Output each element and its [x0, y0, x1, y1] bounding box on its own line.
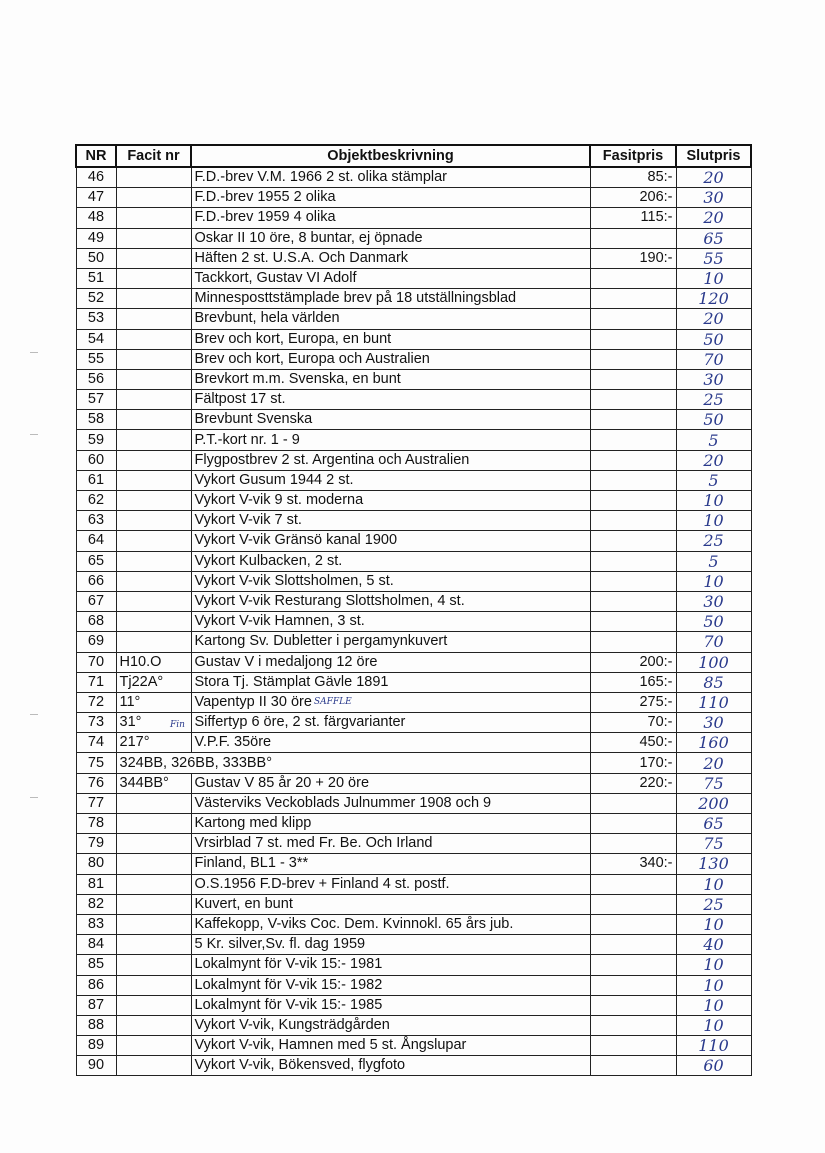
description-cell: Brev och kort, Europa och Australien	[191, 349, 590, 369]
description-cell: Lokalmynt för V-vik 15:- 1985	[191, 995, 590, 1015]
final-price-cell: 75	[676, 834, 751, 854]
table-row	[76, 591, 751, 611]
table-row	[76, 1036, 751, 1056]
description-cell: 5 Kr. silver,Sv. fl. dag 1959	[191, 935, 590, 955]
lot-number-cell: 48	[76, 208, 116, 228]
catalog-price-cell	[590, 531, 676, 551]
table-row	[76, 470, 751, 490]
lot-number-cell: 49	[76, 228, 116, 248]
final-price-cell: 5	[676, 430, 751, 450]
final-price-cell: 10	[676, 571, 751, 591]
catalog-price-cell: 115:-	[590, 208, 676, 228]
catalog-price-cell	[590, 1056, 676, 1076]
table-row	[76, 692, 751, 712]
description-cell: Västerviks Veckoblads Julnummer 1908 och 9	[191, 793, 590, 813]
description-cell: Vrsirblad 7 st. med Fr. Be. Och Irland	[191, 834, 590, 854]
table-row	[76, 935, 751, 955]
catalog-price-cell	[590, 894, 676, 914]
lot-number-cell: 57	[76, 390, 116, 410]
final-price-cell: 25	[676, 894, 751, 914]
catalog-price-cell	[590, 309, 676, 329]
description-cell: Lokalmynt för V-vik 15:- 1982	[191, 975, 590, 995]
facit-number-cell	[116, 309, 191, 329]
lot-number-cell: 77	[76, 793, 116, 813]
table-row	[76, 955, 751, 975]
lot-number-cell: 82	[76, 894, 116, 914]
handwritten-note-fin: Fin	[170, 720, 185, 730]
lot-number-cell: 53	[76, 309, 116, 329]
final-price-cell: 30	[676, 188, 751, 208]
description-cell: Vykort V-vik 7 st.	[191, 511, 590, 531]
description-cell: O.S.1956 F.D-brev + Finland 4 st. postf.	[191, 874, 590, 894]
catalog-price-cell: 190:-	[590, 248, 676, 268]
lot-number-cell: 52	[76, 289, 116, 309]
final-price-cell: 20	[676, 753, 751, 773]
lot-number-cell: 80	[76, 854, 116, 874]
table-row	[76, 894, 751, 914]
lot-number-cell: 85	[76, 955, 116, 975]
table-row	[76, 167, 751, 188]
table-row	[76, 793, 751, 813]
facit-number-cell	[116, 248, 191, 268]
header-final-price: Slutpris	[676, 145, 751, 167]
table-row	[76, 430, 751, 450]
facit-number-cell	[116, 571, 191, 591]
lot-number-cell: 71	[76, 672, 116, 692]
final-price-cell: 85	[676, 672, 751, 692]
table-row	[76, 975, 751, 995]
catalog-price-cell	[590, 632, 676, 652]
catalog-price-cell	[590, 228, 676, 248]
catalog-price-cell	[590, 430, 676, 450]
final-price-cell: 25	[676, 390, 751, 410]
final-price-cell: 40	[676, 935, 751, 955]
catalog-price-cell: 206:-	[590, 188, 676, 208]
facit-number-cell	[116, 975, 191, 995]
catalog-price-cell	[590, 793, 676, 813]
description-cell: Vykort V-vik, Bökensved, flygfoto	[191, 1056, 590, 1076]
catalog-price-cell	[590, 1036, 676, 1056]
final-price-cell: 30	[676, 713, 751, 733]
catalog-price-cell	[590, 995, 676, 1015]
auction-results-table	[75, 144, 752, 1076]
scan-speck	[30, 714, 38, 715]
description-cell: Brevbunt, hela världen	[191, 309, 590, 329]
table-row	[76, 914, 751, 934]
table-row	[76, 268, 751, 288]
description-cell: F.D.-brev V.M. 1966 2 st. olika stämplar	[191, 167, 590, 188]
lot-number-cell: 86	[76, 975, 116, 995]
lot-number-cell: 79	[76, 834, 116, 854]
catalog-price-cell: 275:-	[590, 692, 676, 712]
catalog-price-cell	[590, 874, 676, 894]
lot-number-cell: 60	[76, 450, 116, 470]
final-price-cell: 30	[676, 369, 751, 389]
catalog-price-cell	[590, 612, 676, 632]
catalog-price-cell: 85:-	[590, 167, 676, 188]
table-row	[76, 652, 751, 672]
facit-number-cell	[116, 430, 191, 450]
description-cell: Fältpost 17 st.	[191, 390, 590, 410]
final-price-cell: 10	[676, 955, 751, 975]
description-cell: Finland, BL1 - 3**	[191, 854, 590, 874]
facit-number-cell	[116, 450, 191, 470]
facit-number-cell	[116, 955, 191, 975]
description-cell: Lokalmynt för V-vik 15:- 1981	[191, 955, 590, 975]
facit-number-cell	[116, 854, 191, 874]
catalog-price-cell	[590, 491, 676, 511]
final-price-cell: 160	[676, 733, 751, 753]
lot-number-cell: 74	[76, 733, 116, 753]
table-header-row	[76, 145, 751, 167]
final-price-cell: 20	[676, 208, 751, 228]
table-row	[76, 511, 751, 531]
facit-number-cell	[116, 289, 191, 309]
lot-number-cell: 87	[76, 995, 116, 1015]
facit-number-cell	[116, 531, 191, 551]
header-catalog-price: Fasitpris	[590, 145, 676, 167]
scan-speck	[30, 434, 38, 435]
scan-speck	[30, 797, 38, 798]
facit-number-cell	[116, 349, 191, 369]
final-price-cell: 65	[676, 814, 751, 834]
description-cell: Vykort Gusum 1944 2 st.	[191, 470, 590, 490]
lot-number-cell: 90	[76, 1056, 116, 1076]
catalog-price-cell	[590, 390, 676, 410]
facit-number-cell	[116, 612, 191, 632]
facit-number-cell	[116, 268, 191, 288]
table-body	[76, 167, 751, 1076]
final-price-cell: 5	[676, 470, 751, 490]
description-cell: Gustav V i medaljong 12 öre	[191, 652, 590, 672]
lot-number-cell: 65	[76, 551, 116, 571]
facit-number-cell	[116, 632, 191, 652]
catalog-price-cell	[590, 329, 676, 349]
final-price-cell: 60	[676, 1056, 751, 1076]
catalog-price-cell	[590, 571, 676, 591]
catalog-price-cell	[590, 349, 676, 369]
final-price-cell: 75	[676, 773, 751, 793]
catalog-price-cell: 340:-	[590, 854, 676, 874]
facit-number-cell: 217°	[116, 733, 191, 753]
facit-number-cell	[116, 935, 191, 955]
description-cell: Kartong med klipp	[191, 814, 590, 834]
catalog-price-cell: 165:-	[590, 672, 676, 692]
lot-number-cell: 50	[76, 248, 116, 268]
description-cell: Kaffekopp, V-viks Coc. Dem. Kvinnokl. 65 års jub.	[191, 914, 590, 934]
lot-number-cell: 64	[76, 531, 116, 551]
table-row	[76, 612, 751, 632]
catalog-price-cell	[590, 551, 676, 571]
final-price-cell: 50	[676, 410, 751, 430]
description-cell: Vykort V-vik Hamnen, 3 st.	[191, 612, 590, 632]
final-price-cell: 120	[676, 289, 751, 309]
facit-number-cell	[116, 834, 191, 854]
catalog-price-cell	[590, 268, 676, 288]
catalog-price-cell	[590, 834, 676, 854]
lot-number-cell: 83	[76, 914, 116, 934]
catalog-price-cell	[590, 1015, 676, 1035]
description-cell: Vykort V-vik Resturang Slottsholmen, 4 st.	[191, 591, 590, 611]
facit-number-cell	[116, 1015, 191, 1035]
facit-number-cell	[116, 369, 191, 389]
lot-number-cell: 47	[76, 188, 116, 208]
facit-number-cell	[116, 1056, 191, 1076]
catalog-price-cell	[590, 955, 676, 975]
facit-number-cell	[116, 1036, 191, 1056]
table-row	[76, 1015, 751, 1035]
facit-number-cell	[116, 874, 191, 894]
lot-number-cell: 54	[76, 329, 116, 349]
final-price-cell: 50	[676, 612, 751, 632]
description-cell: F.D.-brev 1959 4 olika	[191, 208, 590, 228]
facit-number-cell	[116, 329, 191, 349]
lot-number-cell: 70	[76, 652, 116, 672]
table-row	[76, 349, 751, 369]
description-cell: V.P.F. 35öre	[191, 733, 590, 753]
lot-number-cell: 84	[76, 935, 116, 955]
description-cell: F.D.-brev 1955 2 olika	[191, 188, 590, 208]
catalog-price-cell	[590, 289, 676, 309]
table-row	[76, 995, 751, 1015]
description-cell: Gustav V 85 år 20 + 20 öre	[191, 773, 590, 793]
final-price-cell: 10	[676, 1015, 751, 1035]
lot-number-cell: 69	[76, 632, 116, 652]
description-cell: Minnesposttstämplade brev på 18 utställningsblad	[191, 289, 590, 309]
catalog-price-cell: 220:-	[590, 773, 676, 793]
description-cell: Kartong Sv. Dubletter i pergamynkuvert	[191, 632, 590, 652]
lot-number-cell: 73	[76, 713, 116, 733]
handwritten-note-saffle: SAFFLE	[314, 697, 352, 707]
final-price-cell: 100	[676, 652, 751, 672]
lot-number-cell: 59	[76, 430, 116, 450]
description-cell: Tackkort, Gustav VI Adolf	[191, 268, 590, 288]
lot-number-cell: 55	[76, 349, 116, 369]
final-price-cell: 65	[676, 228, 751, 248]
catalog-price-cell	[590, 814, 676, 834]
facit-number-cell	[116, 511, 191, 531]
table-row	[76, 248, 751, 268]
lot-number-cell: 78	[76, 814, 116, 834]
table-row	[76, 228, 751, 248]
catalog-price-cell: 70:-	[590, 713, 676, 733]
table-row	[76, 390, 751, 410]
final-price-cell: 10	[676, 268, 751, 288]
table-row	[76, 208, 751, 228]
catalog-price-cell	[590, 511, 676, 531]
facit-number-cell	[116, 551, 191, 571]
lot-number-cell: 67	[76, 591, 116, 611]
facit-number-cell	[116, 591, 191, 611]
final-price-cell: 110	[676, 692, 751, 712]
final-price-cell: 110	[676, 1036, 751, 1056]
facit-number-cell	[116, 410, 191, 430]
description-cell: Brevkort m.m. Svenska, en bunt	[191, 369, 590, 389]
header-nr: NR	[76, 145, 116, 167]
table-row	[76, 1056, 751, 1076]
facit-number-cell	[116, 995, 191, 1015]
table-row	[76, 531, 751, 551]
lot-number-cell: 46	[76, 167, 116, 188]
catalog-price-cell	[590, 591, 676, 611]
final-price-cell: 10	[676, 914, 751, 934]
lot-number-cell: 58	[76, 410, 116, 430]
catalog-price-cell	[590, 450, 676, 470]
description-cell: Brevbunt Svenska	[191, 410, 590, 430]
description-cell: Vykort V-vik Gränsö kanal 1900	[191, 531, 590, 551]
table-row	[76, 854, 751, 874]
final-price-cell: 10	[676, 511, 751, 531]
table-row	[76, 551, 751, 571]
table-row	[76, 834, 751, 854]
description-cell: P.T.-kort nr. 1 - 9	[191, 430, 590, 450]
facit-number-cell: 344BB°	[116, 773, 191, 793]
scan-speck	[30, 352, 38, 353]
final-price-cell: 130	[676, 854, 751, 874]
catalog-price-cell	[590, 470, 676, 490]
table-row	[76, 188, 751, 208]
catalog-price-cell: 450:-	[590, 733, 676, 753]
catalog-price-cell: 200:-	[590, 652, 676, 672]
table-row	[76, 309, 751, 329]
final-price-cell: 10	[676, 874, 751, 894]
facit-number-cell	[116, 894, 191, 914]
table-row	[76, 672, 751, 692]
facit-number-cell	[116, 814, 191, 834]
description-cell: Vykort V-vik, Kungsträdgården	[191, 1015, 590, 1035]
table-row	[76, 329, 751, 349]
table-row	[76, 571, 751, 591]
final-price-cell: 70	[676, 632, 751, 652]
facit-number-cell: 31°	[116, 713, 191, 733]
final-price-cell: 30	[676, 591, 751, 611]
final-price-cell: 5	[676, 551, 751, 571]
facit-number-cell	[116, 793, 191, 813]
facit-number-cell	[116, 914, 191, 934]
description-cell: Kuvert, en bunt	[191, 894, 590, 914]
lot-number-cell: 63	[76, 511, 116, 531]
description-cell: Siffertyp 6 öre, 2 st. färgvarianter	[191, 713, 590, 733]
facit-number-cell	[116, 208, 191, 228]
lot-number-cell: 89	[76, 1036, 116, 1056]
facit-number-cell	[116, 228, 191, 248]
catalog-price-cell	[590, 975, 676, 995]
lot-number-cell: 56	[76, 369, 116, 389]
description-cell: Vykort V-vik, Hamnen med 5 st. Ångslupar	[191, 1036, 590, 1056]
table-row	[76, 874, 751, 894]
table-row	[76, 753, 751, 773]
facit-number-cell	[116, 188, 191, 208]
facit-number-cell: H10.O	[116, 652, 191, 672]
lot-number-cell: 61	[76, 470, 116, 490]
description-cell: Brev och kort, Europa, en bunt	[191, 329, 590, 349]
lot-number-cell: 62	[76, 491, 116, 511]
final-price-cell: 50	[676, 329, 751, 349]
description-cell: Vapentyp II 30 öre	[191, 692, 590, 712]
facit-number-cell	[116, 390, 191, 410]
lot-number-cell: 75	[76, 753, 116, 773]
catalog-price-cell	[590, 914, 676, 934]
table-row	[76, 491, 751, 511]
description-cell: Vykort Kulbacken, 2 st.	[191, 551, 590, 571]
lot-number-cell: 76	[76, 773, 116, 793]
header-facit: Facit nr	[116, 145, 191, 167]
catalog-price-cell	[590, 935, 676, 955]
facit-number-cell: 324BB, 326BB, 333BB°	[116, 753, 590, 773]
lot-number-cell: 51	[76, 268, 116, 288]
lot-number-cell: 66	[76, 571, 116, 591]
lot-number-cell: 81	[76, 874, 116, 894]
final-price-cell: 10	[676, 491, 751, 511]
facit-number-cell	[116, 491, 191, 511]
table-row	[76, 289, 751, 309]
description-cell: Oskar II 10 öre, 8 buntar, ej öpnade	[191, 228, 590, 248]
description-cell: Vykort V-vik Slottsholmen, 5 st.	[191, 571, 590, 591]
catalog-price-cell: 170:-	[590, 753, 676, 773]
facit-number-cell: 11°	[116, 692, 191, 712]
table-row	[76, 369, 751, 389]
final-price-cell: 200	[676, 793, 751, 813]
final-price-cell: 20	[676, 309, 751, 329]
description-cell: Flygpostbrev 2 st. Argentina och Australien	[191, 450, 590, 470]
header-description: Objektbeskrivning	[191, 145, 590, 167]
description-cell: Vykort V-vik 9 st. moderna	[191, 491, 590, 511]
lot-number-cell: 88	[76, 1015, 116, 1035]
facit-number-cell	[116, 167, 191, 188]
description-cell: Stora Tj. Stämplat Gävle 1891	[191, 672, 590, 692]
final-price-cell: 55	[676, 248, 751, 268]
table-row	[76, 733, 751, 753]
final-price-cell: 70	[676, 349, 751, 369]
final-price-cell: 20	[676, 167, 751, 188]
catalog-price-cell	[590, 369, 676, 389]
final-price-cell: 20	[676, 450, 751, 470]
facit-number-cell	[116, 470, 191, 490]
lot-number-cell: 68	[76, 612, 116, 632]
table-row	[76, 814, 751, 834]
final-price-cell: 10	[676, 975, 751, 995]
table-row	[76, 450, 751, 470]
facit-number-cell: Tj22A°	[116, 672, 191, 692]
table-row	[76, 773, 751, 793]
lot-number-cell: 72	[76, 692, 116, 712]
table-row	[76, 632, 751, 652]
description-cell: Häften 2 st. U.S.A. Och Danmark	[191, 248, 590, 268]
table-row	[76, 410, 751, 430]
final-price-cell: 10	[676, 995, 751, 1015]
catalog-price-cell	[590, 410, 676, 430]
final-price-cell: 25	[676, 531, 751, 551]
